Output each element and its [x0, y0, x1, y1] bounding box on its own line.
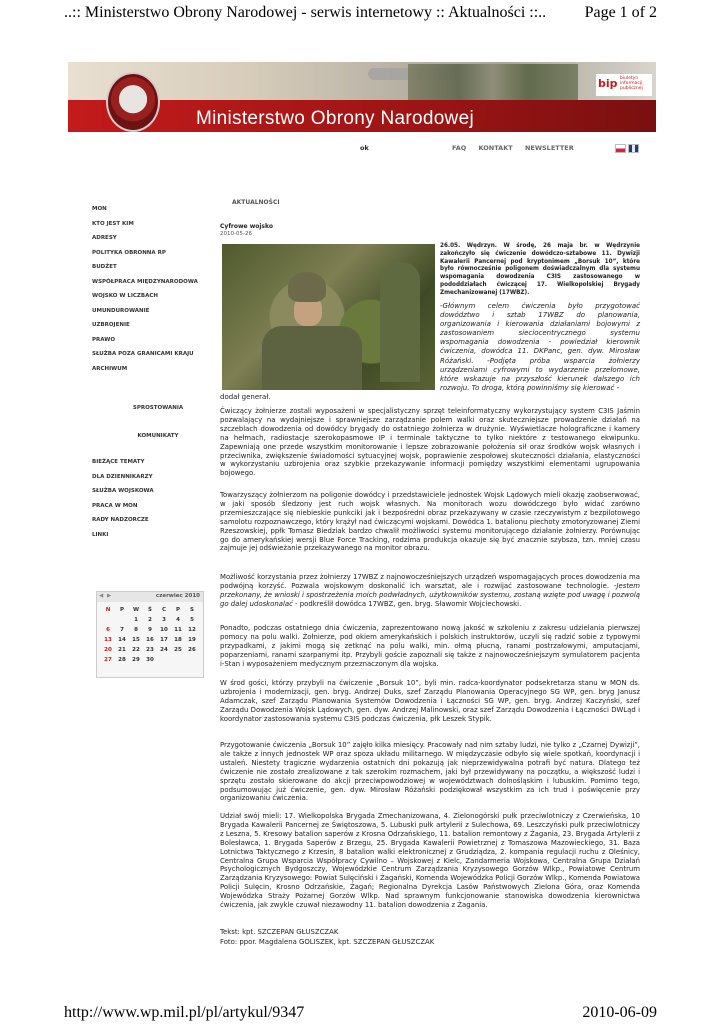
weekday-header: S: [190, 607, 194, 613]
article-paragraph: Towarzyszący żołnierzom na poligonie dowódcy i przedstawiciele jednostek Wojsk Lądowych mieli okazję zaobserwować, w jaki sposób śledzony jest ruch wojsk własnych. Na monitorach wozu dowódczego było widać zarówno przemieszczające się niebieskie punkciki jak i bezpośredni obraz przekazywany w czasie rzeczywistym z bezpilotowego samolotu rozpoznawczego, który krążył nad ćwiczącymi wojskami. Dowódca 1. batalionu piechoty zmotoryzowanej Ziemi Rzeszowskiej, ppłk Tomasz Biedziak bardzo chwalił możliwości systemu monitorującego działanie żołnierzy. Porównując go do amerykańskiej wersji Blue Force Tracking, rodzima produkcja okazuje się być znacznie szybsza, tzn. mniej czasu zajmuje jej odświeżanie przekazywanego na monitor obrazu.: [220, 491, 640, 553]
photo-soldier-body: [262, 326, 362, 390]
article-lead: 26.05. Wędrzyn. W środę, 26 maja br. w Wędrzynie zakończyło się ćwiczenie dowódczo-sztabowe 11. Dywizji Kawalerii Pancernej pod kryptonimem „Borsuk 10”, które było równocześnie poligonem doświadczalnym dla systemu wspomagania dowodzenia C3IS zastosowanego w pododdziałach ćwiczącej 17. Wielkopolskiej Brygady Zmechanizowanej (17WBZ).: [440, 243, 640, 296]
sidebar-item-dla-dziennikarzy[interactable]: DLA DZIENNIKARZY: [92, 473, 153, 480]
sidebar-item-komunikaty[interactable]: KOMUNIKATY: [137, 432, 179, 439]
weekday-header: N: [105, 607, 111, 613]
sidebar-item-polityka-obronna[interactable]: POLITYKA OBRONNA RP: [92, 249, 166, 256]
weekday-header: W: [132, 607, 140, 613]
site-banner: [68, 62, 656, 132]
article-paragraph: Ponadto, podczas ostatniego dnia ćwiczenia, zaprezentowano nową jakość w szkoleniu z zakresu udzielania pierwszej pomocy na polu walki. Żołnierze, pod okiem amerykańskich i polskich instruktorów, uczyli się radzić sobie z typowymi przypadkami, z jakimi mogą się zetknąć na polu walki, min. ołmą płucną, ranami postrzałowymi, amputacjami, poparzeniami, ranami szarpanymi itp. Przybyli goście zapoznali się także z najnowocześniejszym symulatorem pacjenta i-Stan i wyposażeniem medycznym przeznaczonym dla wojska.: [220, 624, 640, 668]
previous-month-icon[interactable]: ◀: [99, 593, 104, 599]
calendar-day[interactable]: 28: [118, 657, 126, 663]
calendar-day[interactable]: 27: [104, 657, 112, 663]
calendar-day[interactable]: 26: [188, 647, 196, 653]
sidebar-item-rady-nadzorcze[interactable]: RADY NADZORCZE: [92, 517, 149, 523]
sidebar-item-budzet[interactable]: BUDŻET: [92, 264, 117, 270]
top-links: [452, 144, 584, 152]
sidebar-item-sluzba-wojskowa[interactable]: SŁUŻBA WOJSKOWA: [92, 488, 154, 494]
sidebar-item-mon[interactable]: MON: [92, 206, 107, 212]
calendar-day[interactable]: 20: [104, 647, 112, 653]
calendar-day[interactable]: 14: [118, 637, 126, 643]
sidebar-item-praca-w-mon[interactable]: PRACA W MON: [92, 502, 138, 509]
article-credit-photo: Foto: ppor. Magdalena GOLISZEK, kpt. SZCZEPAN GŁUSZCZAK: [220, 938, 435, 946]
paragraph-quote: -Jestem przekonany, że wnioski i spostrzeżenia moich podwładnych, użytkowników systemu, zostaną wzięte pod uwagę i pozwolą go dalej udoskonalać: [220, 581, 640, 608]
calendar-day[interactable]: 10: [160, 627, 168, 633]
calendar-day[interactable]: 25: [174, 647, 182, 653]
sidebar-item-adresy[interactable]: ADRESY: [92, 235, 117, 241]
calendar-day[interactable]: 29: [132, 657, 140, 663]
calendar-day[interactable]: [157, 655, 171, 665]
calendar-month: czerwiec 2010: [155, 593, 200, 599]
contact-link[interactable]: KONTAKT: [478, 144, 513, 152]
calendar-day[interactable]: 1: [134, 617, 138, 623]
calendar-day[interactable]: 5: [190, 617, 194, 623]
calendar-day[interactable]: [101, 615, 115, 625]
calendar-widget: [96, 591, 204, 678]
calendar-day[interactable]: 22: [132, 647, 140, 653]
print-date: 2010-06-09: [582, 1004, 657, 1021]
article-date: 2010-05-26: [220, 231, 252, 237]
weekday-header: P: [175, 607, 181, 613]
calendar-day[interactable]: 19: [188, 637, 196, 643]
calendar-day[interactable]: 17: [160, 637, 168, 643]
sidebar-item-linki[interactable]: LINKI: [92, 531, 109, 538]
section-title: AKTUALNOŚCI: [232, 199, 280, 206]
calendar-grid: [101, 605, 199, 665]
article-photo: [222, 244, 435, 390]
calendar-day[interactable]: 9: [148, 627, 152, 633]
photo-soldier-helmet: [288, 272, 326, 302]
top-navigation: [0, 144, 724, 158]
calendar-day[interactable]: 13: [104, 637, 112, 643]
paragraph-text: - podkreślił dowódca 17WBZ, gen. bryg. Sławomir Wojciechowski.: [292, 599, 522, 608]
print-page-title: ..:: Ministerstwo Obrony Narodowej - serwis internetowy :: Aktualności ::..: [64, 4, 547, 21]
sidebar-item-wojsko-w-liczbach[interactable]: WOJSKO W LICZBACH: [92, 293, 158, 299]
weekday-header: C: [161, 607, 167, 613]
sidebar-item-kto-jest-kim[interactable]: KTO JEST KIM: [92, 220, 134, 227]
sidebar-item-prawo[interactable]: PRAWO: [92, 336, 116, 343]
article-paragraph: Ćwiczący żołnierze zostali wyposażeni w specjalistyczny sprzęt teleinformatyczny wykorzystujący system C3IS Jaśmin pozwalający na wydajniejsze i sprawniejsze zarządzanie polem walki oraz skuteczniejsze prowadzenie działań na szczeblach dowodzenia od dowódcy brygady do ostatniego żołnierza w drużynie. Wyświetlacze holograficzne i kamery na hełmach, radiostacje szerokopasmowe IP i terminale taktyczne to tylko niektóre z testowanego ekwipunku. Zapewniają one przede wszystkim monitorowanie i lepsze zobrazowanie położenia sił oraz środków wojsk własnych i przeciwnika, zwiększenie świadomości sytuacyjnej wojsk, poprawienie zespołowej skuteczności działania, elastyczności w wykorzystaniu uzbrojenia oraz szybkie przekazywanie informacji pomiędzy wszystkimi elementami ugrupowania bojowego.: [220, 407, 640, 478]
calendar-day[interactable]: 7: [120, 627, 124, 633]
ministry-emblem-icon[interactable]: [106, 72, 160, 132]
calendar-day[interactable]: [185, 655, 199, 665]
calendar-day[interactable]: 8: [134, 627, 138, 633]
calendar-day[interactable]: 3: [162, 617, 166, 623]
calendar-day[interactable]: 24: [160, 647, 168, 653]
bip-logo-icon: bip: [598, 77, 618, 90]
calendar-day[interactable]: 4: [176, 617, 180, 623]
article-credit-text: Tekst: kpt. SZCZEPAN GŁUSZCZAK: [220, 928, 339, 936]
print-url: http://www.wp.mil.pl/pl/artykul/9347: [64, 1004, 305, 1021]
article-paragraph: W środ gości, którzy przybyli na ćwiczenie „Borsuk 10”, byli min. radca-koordynator podsekretarza stanu w MON ds. uzbrojenia i modernizacji, gen. bryg. Andrzej Duks, szef Zarządu Planowania Operacyjnego SG WP, gen. bryg Janusz Adamczak, szef Zarządu Planowania Systemów Dowodzenia i Łączności SG WP, gen. bryg. Andrzej Kaczyński, szef Zarządu Dowodzenia Wojsk Lądowych, gen. dyw. Andrzej Malinowski, oraz szef Zarządu Dowodzenia i Łączności DWLąd i koordynator zastosowania systemu C3IS podczas ćwiczenia, płk Leszek Stypik.: [220, 679, 640, 723]
article-paragraph: Udział swój mieli: 17. Wielkopolska Brygada Zmechanizowana, 4. Zielonogórski pułk przeciwlotniczy z Czerwieńska, 10 Brygada Kawalerii Pancernej ze Świętoszowa, 5. Lubuski pułk artylerii z Sulechowa, 69. Leszczyński pułk przeciwlotniczy z Leszna, 5. Kresowy batalion saperów z Krosna Odrzańskiego, 11. batalion remontowy z Żagania, 23. Brygada Artylerii z Bolesławca, 1. Brygada Saperów z Brzegu, 25. Brygada Kawalerii Powietrznej z Tomaszowa Mazowieckiego, 31. Baza Lotnictwa Taktycznego z Krzesin, 8 batalion walki elektronicznej z Grudziądza, 2. kompania regulacji ruchu z Oleśnicy, Centralna Grupa Wsparcia Współpracy Cywilno – Wojskowej z Kielc, Zandarmeria Wojskowa, Centralna Grupa Działań Psychologicznych Bydgoszczy, Wojewódzkie Centrum Zarządzania Kryzysowego Gorzów Wlkp., Powiatowe Centrum Zarządzania Kryzysowego: Powiat Sulęciński i Żagański, Komenda Wojewódzka Policji Gorzów Wlkp., Komenda Powiatowa Policji Sulęcin, Krosno Odrzańskie, Żagań; Regionalna Dyrekcja Lasów Państwowych Zielona Góra, oraz Komenda Wojewódzka Straży Pożarnej Gorzów Wlkp. Nad sprawnym funkcjonowanie stanowiska dowodzenia kierownictwa ćwiczenia, jak zwykle czuwał niezawodny 11. batalion dowodzenia z Żagania.: [220, 812, 640, 910]
article-quote-end: dodał generał.: [220, 393, 271, 401]
weekday-header: Ś: [148, 607, 152, 613]
article-paragraph: [220, 573, 640, 609]
calendar-day[interactable]: [115, 615, 129, 625]
calendar-day[interactable]: 15: [132, 637, 140, 643]
print-page-number: Page 1 of 2: [584, 4, 657, 21]
sidebar-item-sluzba-poza-granicami[interactable]: SŁUŻBA POZA GRANICAMI KRAJU: [92, 351, 194, 357]
sidebar-navigation: [92, 206, 212, 546]
calendar-day[interactable]: 16: [146, 637, 154, 643]
calendar-day[interactable]: 23: [146, 647, 154, 653]
calendar-day[interactable]: 11: [174, 627, 182, 633]
paragraph-text: Możliwość korzystania przez żołnierzy 17WBZ z najnowocześniejszych urządzeń wspomagających proces dowodzenia ma podwójną korzyść. Pozwala wojskowym doskonalić ich warsztat, ale i rozwijać zastosowane technologie.: [220, 573, 640, 590]
sidebar-item-umundurowanie[interactable]: UMUNDUROWANIE: [92, 307, 150, 314]
calendar-day[interactable]: 18: [174, 637, 182, 643]
english-flag-icon[interactable]: [628, 144, 639, 153]
calendar-day[interactable]: 6: [106, 627, 110, 633]
calendar-header: [97, 592, 203, 602]
calendar-day[interactable]: 12: [188, 627, 196, 633]
article-title: Cyfrowe wojsko: [220, 223, 273, 230]
sidebar-item-archiwum[interactable]: ARCHIWUM: [92, 365, 128, 372]
faq-link[interactable]: FAQ: [452, 144, 467, 152]
bip-link[interactable]: [596, 74, 652, 96]
sidebar-item-uzbrojenie[interactable]: UZBROJENIE: [92, 322, 130, 328]
sidebar-item-wspolpraca[interactable]: WSPÓŁPRACA MIĘDZYNARODOWA: [92, 278, 198, 285]
weekday-header: P: [119, 607, 125, 613]
search-ok-button[interactable]: ok: [360, 144, 369, 152]
photo-soldier-background: [380, 262, 420, 382]
newsletter-link[interactable]: NEWSLETTER: [524, 144, 574, 152]
article-paragraph: Przygotowanie ćwiczenia „Borsuk 10” zajęło kilka miesięcy. Pracowały nad nim sztaby ludzi, nie tylko z „Czarnej Dywizji”, ale także z innych jednostek WP oraz spoza układu militarnego. W międzyczasie odbyło się wiele spotkań, koordynacji i ustaleń. Niestety tragiczne wydarzenia ostatnich dni pokazują jak nieprzewidywalna potrafi być natura. Dlatego też ćwiczenie nie zostało zrealizowane z tak szerokim rozmachem, jaki był przewidywany na początku, a większość ludzi i sprzętu zostało skierowane do akcji przeciwpowodziowej w województwach dolnośląskim i lubuskim. Pomimo tego, podsumowując już ćwiczenie, gen. dyw. Mirosław Różański podziękował wszystkim za ich trud i poświęcenie przy organizowaniu ćwiczenia.: [220, 741, 640, 803]
sidebar-item-sprostowania[interactable]: SPROSTOWANIA: [132, 405, 184, 411]
calendar-day[interactable]: [171, 655, 185, 665]
site-title[interactable]: Ministerstwo Obrony Narodowej: [196, 108, 474, 129]
article-quote: -Głównym celem ćwiczenia było przygotować dowództwo i sztab 17WBZ do planowania, organizowania i kierowania działaniami bojowymi z zastosowaniem sieciocentrycznego systemu wspomagania dowodzenia - powiedział kierownik ćwiczenia, dowódca 11. DKPanc, gen. dyw. Mirosław Różański. -Podjęta próba wsparcia żołnierzy urządzeniami cyfrowymi to wydarzenie przełomowe, które wskazuje na przyszłość kierunek dalszego ich rozwoju. To droga, którą powinniśmy się kierować -: [440, 302, 640, 392]
next-month-icon[interactable]: ▶: [107, 593, 112, 599]
calendar-day[interactable]: 2: [148, 617, 152, 623]
bip-text: biuletyn informacji publicznej: [620, 76, 643, 91]
calendar-day[interactable]: 21: [118, 647, 126, 653]
polish-flag-icon[interactable]: [615, 144, 626, 153]
calendar-day[interactable]: 30: [146, 657, 154, 663]
sidebar-item-biezace-tematy[interactable]: BIEŻĄCE TEMATY: [92, 459, 145, 465]
